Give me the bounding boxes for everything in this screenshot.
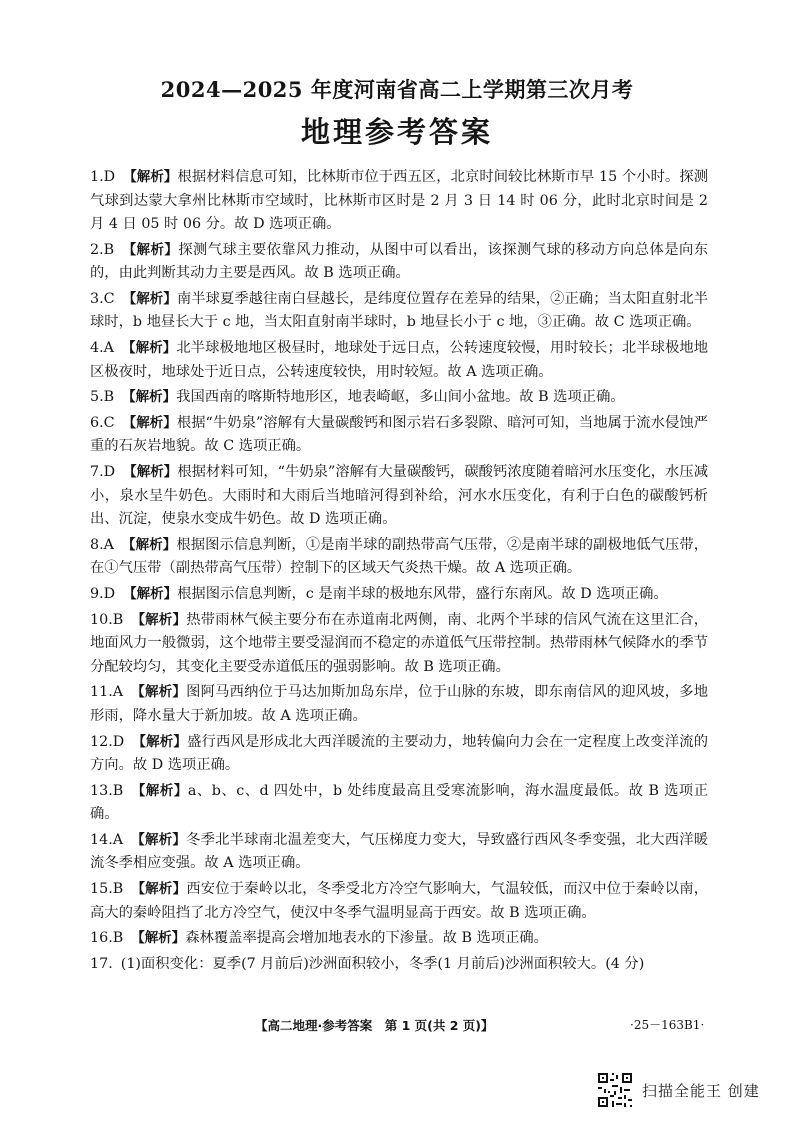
answer-choice: B (112, 881, 124, 898)
question-number: 4. (90, 340, 104, 357)
answer-choice: D (112, 733, 125, 750)
question-number: 17. (90, 956, 113, 972)
question-number: 12. (90, 733, 113, 750)
document-subtitle: 地理参考答案 (300, 115, 493, 149)
answer-choice: B (103, 241, 115, 258)
analysis-tag: 【解析】 (123, 464, 178, 481)
answer-choice: C (103, 414, 115, 431)
analysis-text: 根据材料信息可知，比林斯市位于西五区，北京时间较比林斯市早 15 个小时。探测气球到达蒙大拿州比林斯市空域时，比林斯市区时是 2 月 3 日 14 时 06 分，此时北京时间是 2 月 4 日 05 时 06 分。故 D 选项正确。 (90, 169, 708, 232)
analysis-text: 探测气球主要依靠风力推动，从图中可以看出，该探测气球的移动方向总体是向东的，由此判断其动力主要是西风。故 B 选项正确。 (90, 241, 709, 282)
answer-item (90, 288, 708, 335)
analysis-text: a、b、c、d 四处中，b 处纬度最高且受寒流影响，海水温度最低。故 B 选项正确。 (90, 782, 709, 823)
analysis-text: 西安位于秦岭以北，冬季受北方冷空气影响大，气温较低，而汉中位于秦岭以南，高大的秦岭阻挡了北方冷空气，使汉中冬季气温明显高于西安。故 B 选项正确。 (90, 881, 709, 921)
analysis-text: 热带雨林气候主要分布在赤道南北两侧，南、北两个半球的信风气流在这里汇合，地面风力一般微弱，这个地带主要受湿润而不稳定的赤道低气压带控制。热带雨林气候降水的季节分配较均匀，其变化主要受赤道低压的强弱影响。故 B 选项正确。 (90, 611, 709, 675)
question-number: 9. (90, 586, 104, 602)
question-number: 13. (90, 782, 113, 799)
answer-item (90, 731, 708, 778)
answer-item (90, 878, 708, 925)
question-number: 8. (90, 536, 104, 553)
answer-item (90, 927, 708, 951)
answer-choice: A (112, 684, 124, 701)
question-number: 10. (90, 611, 113, 628)
analysis-text: 根据图示信息判断，c 是南半球的极地东风带，盛行东南风。故 D 选项正确。 (177, 586, 668, 602)
question-number: 14. (90, 831, 113, 848)
answer-choice: C (103, 290, 115, 307)
answer-item (90, 386, 708, 410)
question-number: 5. (90, 389, 104, 406)
analysis-tag: 【解析】 (131, 881, 187, 898)
analysis-text: 图阿马西纳位于马达加斯加岛东岸，位于山脉的东坡，即东南信风的迎风坡，多地形雨，降水量大于新加坡。故 A 选项正确。 (90, 684, 708, 724)
answer-item (90, 337, 708, 384)
question-number: 15. (90, 881, 113, 898)
analysis-tag: 【解析】 (131, 831, 187, 848)
question-number: 3. (90, 290, 104, 307)
analysis-tag: 【解析】 (131, 930, 186, 947)
analysis-text: 北半球极地地区极昼时，地球处于远日点，公转速度较慢，用时较长；北半球极地地区极夜时，地球处于近日点，公转速度较快，用时较短。故 A 选项正确。 (90, 340, 709, 380)
scanner-label: 扫描全能王 创建 (642, 1081, 760, 1100)
analysis-tag: 【解析】 (121, 536, 177, 553)
answer-item (90, 239, 708, 286)
answer-item (90, 780, 708, 827)
analysis-text: 森林覆盖率提高会增加地表水的下渗量。故 B 选项正确。 (185, 930, 548, 947)
analysis-tag: 【解析】 (122, 414, 177, 431)
answer-choice: A (112, 831, 124, 848)
question-number: 1. (90, 169, 104, 185)
footer-code: ·25－163B1· (630, 1018, 705, 1032)
qr-code-icon (596, 1071, 634, 1109)
question-number: 16. (90, 930, 113, 947)
analysis-tag: 【解析】 (121, 340, 177, 357)
analysis-tag: 【解析】 (122, 290, 177, 307)
answer-item (90, 534, 708, 581)
analysis-text: 根据材料可知，“牛奶泉”溶解有大量碳酸钙，碳酸钙浓度随着暗河水压变化，水压减小，泉水呈牛奶色。大雨时和大雨后当地暗河得到补给，河水水压变化，有利于白色的碳酸钙析出、沉淀，使泉水变成牛奶色。故 D 选项正确。 (90, 464, 708, 528)
answer-choice: D (103, 169, 116, 185)
question-number: 7. (90, 464, 104, 481)
analysis-tag: 【解析】 (123, 586, 178, 602)
analysis-tag: 【解析】 (122, 241, 179, 258)
answer-choice: B (103, 389, 115, 406)
analysis-tag: 【解析】 (131, 782, 188, 799)
analysis-tag: 【解析】 (123, 169, 178, 185)
answer-item (90, 829, 708, 876)
analysis-text: 根据“牛奶泉”溶解有大量碳酸钙和图示岩石多裂隙、暗河可知，当地属于流水侵蚀严重的石灰岩地貌。故 C 选项正确。 (90, 414, 708, 455)
answer-item (90, 609, 708, 680)
question-number: 6. (90, 414, 104, 431)
analysis-text: 冬季北半球南北温差变大，气压梯度力变大，导致盛行西风冬季变强，北大西洋暖流冬季相应变强。故 A 选项正确。 (90, 831, 708, 872)
footer-page-info: 【高二地理·参考答案 第 1 页(共 2 页)】 (255, 1018, 494, 1033)
analysis-tag: 【解析】 (131, 611, 187, 628)
answer-item (90, 461, 708, 532)
analysis-text: 根据图示信息判断，①是南半球的副热带高气压带，②是南半球的副极地低气压带，在①气压带（副热带高气压带）控制下的区域天气炎热干燥。故 A 选项正确。 (90, 536, 709, 577)
analysis-text: 南半球夏季越往南白昼越长，是纬度位置存在差异的结果，②正确；当太阳直射北半球时，b 地昼长大于 c 地，当太阳直射南半球时，b 地昼长小于 c 地，③正确。故 C 选项正确。 (90, 290, 708, 331)
analysis-text: (1)面积变化：夏季(7 月前后)沙洲面积较小，冬季(1 月前后)沙洲面积较大。(4 分) (120, 956, 645, 972)
analysis-tag: 【解析】 (131, 684, 187, 701)
answer-choice: B (112, 930, 124, 947)
answer-choice: B (112, 782, 124, 799)
answer-item (90, 681, 708, 728)
answer-choice: D (103, 586, 116, 602)
answer-choice: A (103, 536, 114, 553)
answer-choice: A (103, 340, 114, 357)
question-number: 11. (90, 684, 113, 701)
question-number: 2. (90, 241, 104, 258)
document-title: 2024—2025 年度河南省高二上学期第三次月考 (160, 77, 634, 102)
answer-list (90, 166, 708, 979)
analysis-tag: 【解析】 (132, 733, 188, 750)
scanner-watermark (596, 1070, 760, 1110)
answer-item (90, 953, 708, 977)
answer-choice: D (103, 464, 116, 481)
answer-item (90, 583, 708, 607)
answer-item (90, 166, 708, 237)
answer-item (90, 412, 708, 459)
answer-choice: B (112, 611, 124, 628)
analysis-text: 我国西南的喀斯特地形区，地表崎岖，多山间小盆地。故 B 选项正确。 (176, 389, 625, 406)
analysis-text: 盛行西风是形成北大西洋暖流的主要动力，地转偏向力会在一定程度上改变洋流的方向。故 D 选项正确。 (90, 733, 709, 774)
analysis-tag: 【解析】 (122, 389, 177, 406)
